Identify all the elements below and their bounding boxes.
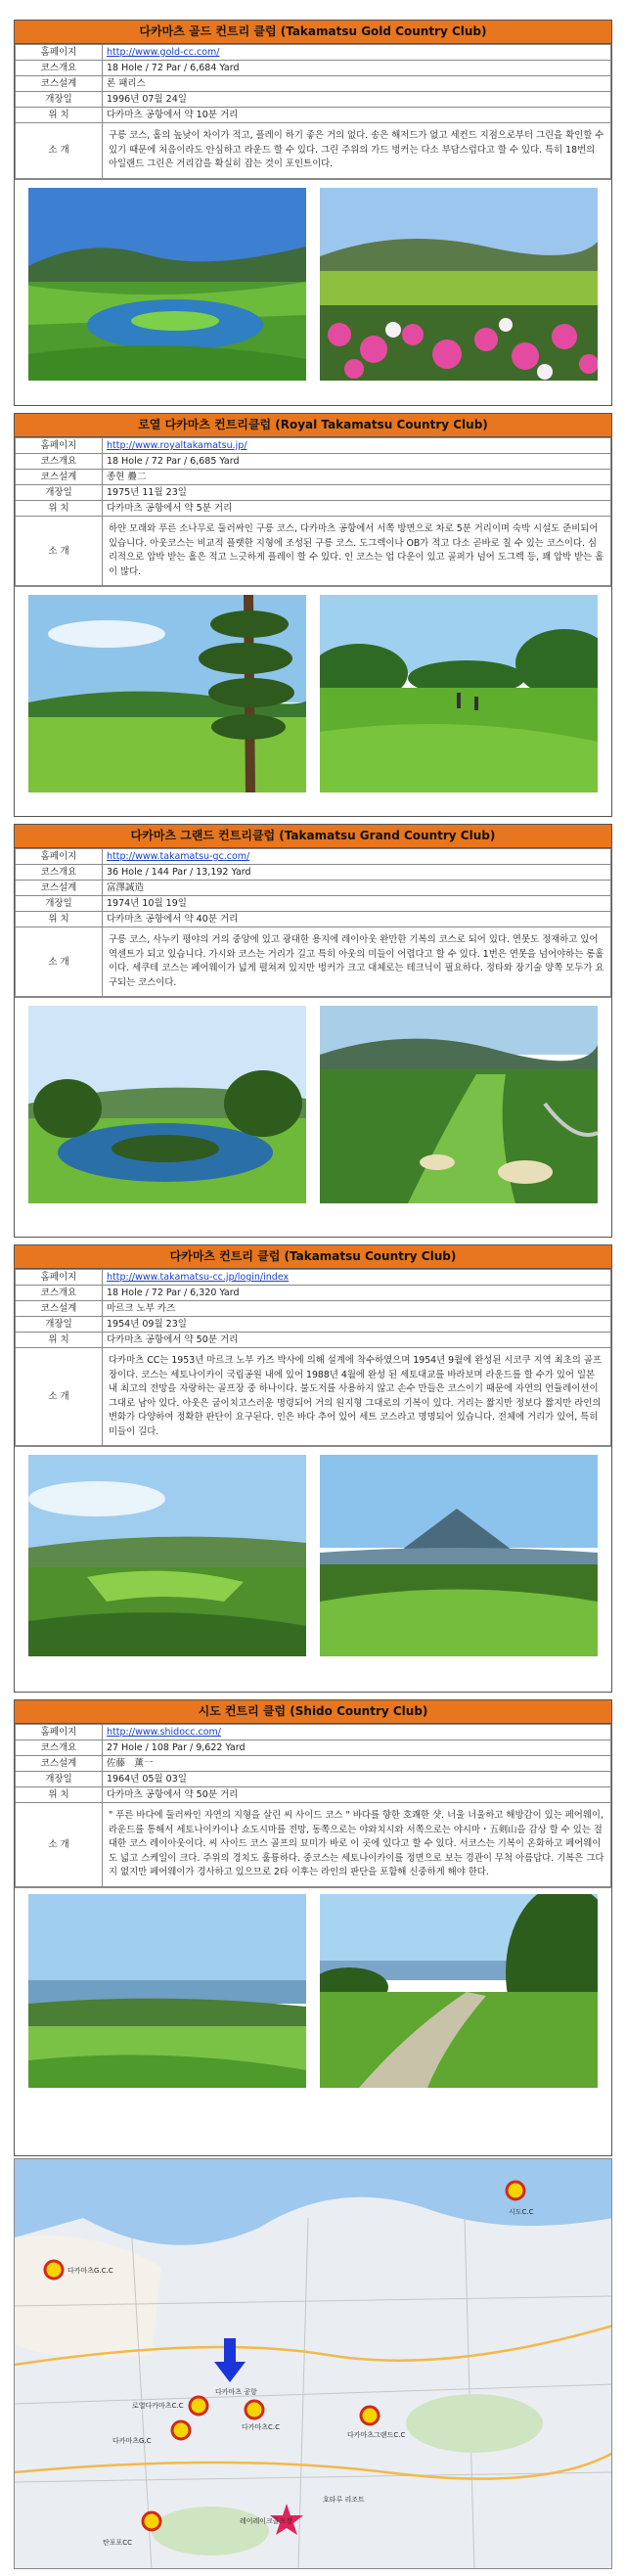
course-photo: [28, 188, 306, 381]
location-value: 다카마츠 공항에서 약 50분 거리: [103, 1787, 611, 1803]
table-row: [16, 1270, 611, 1286]
summary-value: 구릉 코스, 사누키 평야의 거의 중앙에 있고 광대한 용지에 레이아웃 완만한 기복의 코스로 되어 있다. 연못도 정재하고 있어 역센트가 되고 있습니다. 가시와 코스는 거리가 길고 특히 아웃의 미들이 어렵다고 할 수 있다. 1번은 연못을 넘어야하는 롱홀이다. 세쿠테 코스는 페어웨이가 넓게 펼쳐져 있지만 벙커가 크고 대체로는 테크닉이 필요하다. 정타와 장기술 양쪽 모두가 요구되는 코스이다.: [103, 927, 611, 997]
map-label: 다카마츠G.C: [112, 2437, 152, 2445]
table-row: [16, 1725, 611, 1740]
course-value: 18 Hole / 72 Par / 6,685 Yard: [103, 454, 611, 470]
table-row: [16, 912, 611, 927]
map-pin: [45, 2261, 63, 2279]
label-summary: 소 개: [16, 517, 103, 586]
label-designer: 코스설계: [16, 76, 103, 92]
label-homepage: 홈페이지: [16, 1270, 103, 1286]
table-row: [16, 501, 611, 517]
location-map: [14, 2158, 612, 2569]
label-course: 코스개요: [16, 61, 103, 76]
course-photo: [320, 1006, 598, 1203]
map-pin: [246, 2401, 263, 2418]
location-value: 다카마츠 공항에서 약 50분 거리: [103, 1333, 611, 1348]
designer-value: 론 패리스: [103, 76, 611, 92]
table-row: [16, 438, 611, 454]
map-label: 호타루 리조트: [323, 2496, 365, 2504]
table-row: [16, 45, 611, 61]
opened-value: 1975년 11월 23일: [103, 485, 611, 501]
label-opened: 개장일: [16, 485, 103, 501]
designer-value: 종현 疊二: [103, 470, 611, 485]
course-photo: [28, 595, 306, 792]
label-opened: 개장일: [16, 92, 103, 108]
club-info-table: [15, 437, 611, 586]
label-homepage: 홈페이지: [16, 438, 103, 454]
summary-value: 하얀 모래와 푸른 소나무로 둘러싸인 구릉 코스, 다카마츠 공항에서 서쪽 방면으로 차로 5분 거리이며 숙박 시설도 준비되어 있습니다. 아웃코스는 비교적 플랫한 지형에 조성된 구릉 코스. 도그렉이나 OB가 적고 다소 곧바로 칠 수 있는 코스이다. 심리적으로 압박 받는 홀은 적고 느긋하게 플레이 할 수 있다. 인 코스는 업 다운이 있고 골퍼가 넘어 도그렉 등, 꽤 압박 받는 홀이 많다.: [103, 517, 611, 586]
club-section: [14, 824, 612, 1238]
table-row: [16, 1787, 611, 1803]
map-pin: [190, 2397, 207, 2415]
club-section: [14, 413, 612, 817]
course-photo: [320, 188, 598, 381]
opened-value: 1964년 05월 03일: [103, 1772, 611, 1787]
table-row: [16, 849, 611, 865]
table-row: [16, 517, 611, 586]
map-label: 다카마츠C.C: [242, 2423, 281, 2431]
table-row: [16, 485, 611, 501]
homepage-link[interactable]: http://www.takamatsu-cc.jp/login/index: [107, 1272, 290, 1283]
label-location: 위 치: [16, 501, 103, 517]
label-opened: 개장일: [16, 1772, 103, 1787]
table-row: [16, 1803, 611, 1887]
label-homepage: 홈페이지: [16, 1725, 103, 1740]
photo-strip: [15, 179, 611, 388]
table-row: [16, 108, 611, 123]
map-label: 로열다카마츠C.C: [132, 2402, 184, 2410]
course-photo: [28, 1455, 306, 1656]
table-row: [16, 1286, 611, 1301]
map-pin: [507, 2182, 524, 2199]
label-course: 코스개요: [16, 1740, 103, 1756]
homepage-link[interactable]: http://www.royaltakamatsu.jp/: [107, 440, 247, 451]
course-value: 18 Hole / 72 Par / 6,684 Yard: [103, 61, 611, 76]
table-row: [16, 454, 611, 470]
map-label: 다카마츠그랜드C.C: [347, 2431, 406, 2439]
label-designer: 코스설계: [16, 1756, 103, 1772]
club-section: [14, 1699, 612, 2156]
label-course: 코스개요: [16, 1286, 103, 1301]
map-pin: [143, 2512, 160, 2530]
summary-value: 구릉 코스, 홀의 높낮이 차이가 적고, 플레이 하기 좋은 거의 없다. 송은 해저드가 없고 세컨드 지점으로부터 그린을 확인할 수 있기 때문에 처음이라도 안심하고 라운드 할 수 있다. 그린 주위의 가드 벙커는 다소 부담스럽다고 할 수 있다. 특히 18번의 아일랜드 그린은 거리감을 확실히 잡는 것이 포인트이다.: [103, 123, 611, 179]
course-value: 36 Hole / 144 Par / 13,192 Yard: [103, 865, 611, 881]
label-homepage: 홈페이지: [16, 45, 103, 61]
summary-value: 다카마츠 CC는 1953년 마르크 노부 카즈 박사에 의해 설계에 착수하였으며 1954년 9월에 완성된 시코쿠 지역 최초의 골프장이다. 코스는 세토나이카이 국립공원 내에 있어 1988년 4월에 완성 된 세토대교를 바라보며 라운드를 할 수가 있어 일본 내 최고의 전망을 자랑하는 골프장 중 하나이다. 불도저를 사용하지 않고 손수 만들은 코스이기 때문에 자연의 언듈레이션이 그대로 남아 있다. 아웃은 굽이치고스러운 명령되어 거의 원지형 그대로의 기복이 있다. 거리는 짧지만 정보다 짧지만 라인의 변화가 다양하여 정확한 판단이 요구된다. 인은 바다 추어 있어 세트 코스라고 명명되어 있습니다. 전체에 거리가 있어, 특히 미들이 길다.: [103, 1348, 611, 1446]
table-row: [16, 927, 611, 997]
summary-value: " 푸른 바다에 둘러싸인 자연의 지형을 살린 씨 사이드 코스 " 바다를 향한 호쾌한 샷. 너울 너울하고 해방감이 있는 페어웨이, 라운드를 통해서 세토나이카이나 쇼도시마를 전망, 동쪽으로는 야와치시와 서쪽으로는 야시마・五剣山을 감상 할 수 있는 절대한 코스 레이아웃이다. 씨 사이드 코스 골프의 묘미가 바로 이 곳에 있다고 할 수 있다. 서코스는 기복이 온화하고 페어웨이도 넓고 스케일이 크다. 주위의 경치도 훌륭하다. 중코스는 세토나이카이를 정면으로 보는 경관이 무척 아름답다. 기복은 그다지 없지만 페어웨이가 경사하고 있으므로 2타 이후는 라인의 판단을 포함해 신중하게 해야 한다.: [103, 1803, 611, 1887]
designer-value: 佐藤 薰一: [103, 1756, 611, 1772]
map-pin: [172, 2421, 190, 2439]
label-homepage: 홈페이지: [16, 849, 103, 865]
location-value: 다카마츠 공항에서 약 40분 거리: [103, 912, 611, 927]
label-course: 코스개요: [16, 454, 103, 470]
table-row: [16, 1756, 611, 1772]
table-row: [16, 1740, 611, 1756]
table-row: [16, 1348, 611, 1446]
location-value: 다카마츠 공항에서 약 5분 거리: [103, 501, 611, 517]
table-row: [16, 896, 611, 912]
label-location: 위 치: [16, 912, 103, 927]
course-photo: [320, 595, 598, 792]
label-summary: 소 개: [16, 123, 103, 179]
photo-strip: [15, 1887, 611, 2094]
club-title: 시도 컨트리 클럽 (Shido Country Club): [15, 1700, 611, 1724]
label-course: 코스개요: [16, 865, 103, 881]
label-summary: 소 개: [16, 927, 103, 997]
photo-strip: [15, 1446, 611, 1664]
table-row: [16, 92, 611, 108]
table-row: [16, 76, 611, 92]
label-location: 위 치: [16, 1333, 103, 1348]
opened-value: 1996년 07월 24일: [103, 92, 611, 108]
club-info-table: [15, 44, 611, 179]
course-value: 27 Hole / 108 Par / 9,622 Yard: [103, 1740, 611, 1756]
homepage-link[interactable]: http://www.takamatsu-gc.com/: [107, 851, 250, 862]
map-label: 시도C.C: [509, 2208, 534, 2216]
club-section: [14, 1244, 612, 1693]
club-section: [14, 20, 612, 406]
map-label: 다카마츠G.C.C: [67, 2267, 113, 2275]
map-label: 탄포포CC: [103, 2539, 133, 2547]
club-title: 다카마츠 컨트리 클럽 (Takamatsu Country Club): [15, 1245, 611, 1269]
label-designer: 코스설계: [16, 470, 103, 485]
table-row: [16, 865, 611, 881]
course-value: 18 Hole / 72 Par / 6,320 Yard: [103, 1286, 611, 1301]
table-row: [16, 1301, 611, 1317]
designer-value: 富澤誠造: [103, 881, 611, 896]
table-row: [16, 123, 611, 179]
opened-value: 1974년 10월 19일: [103, 896, 611, 912]
label-location: 위 치: [16, 1787, 103, 1803]
map-label: 레이레이크골프장: [240, 2517, 293, 2525]
label-designer: 코스설계: [16, 1301, 103, 1317]
club-title: 다카마츠 그랜드 컨트리클럽 (Takamatsu Grand Country Club): [15, 825, 611, 848]
club-title: 다카마츠 골드 컨트리 클럽 (Takamatsu Gold Country Club): [15, 21, 611, 44]
label-summary: 소 개: [16, 1348, 103, 1446]
homepage-link[interactable]: http://www.shidocc.com/: [107, 1727, 221, 1738]
table-row: [16, 470, 611, 485]
label-opened: 개장일: [16, 896, 103, 912]
club-title: 로열 다카마츠 컨트리클럽 (Royal Takamatsu Country Club): [15, 414, 611, 437]
map-label: 다카마츠 공항: [215, 2388, 257, 2396]
course-photo: [28, 1894, 306, 2088]
table-row: [16, 1772, 611, 1787]
designer-value: 마르크 노부 카즈: [103, 1301, 611, 1317]
location-value: 다카마츠 공항에서 약 10분 거리: [103, 108, 611, 123]
homepage-link[interactable]: http://www.gold-cc.com/: [107, 47, 220, 58]
club-info-table: [15, 848, 611, 997]
club-info-table: [15, 1724, 611, 1887]
table-row: [16, 1333, 611, 1348]
label-opened: 개장일: [16, 1317, 103, 1333]
map-pin: [361, 2407, 379, 2424]
photo-strip: [15, 586, 611, 800]
course-photo: [320, 1894, 598, 2088]
label-summary: 소 개: [16, 1803, 103, 1887]
table-row: [16, 1317, 611, 1333]
label-location: 위 치: [16, 108, 103, 123]
opened-value: 1954년 09월 23일: [103, 1317, 611, 1333]
course-photo: [28, 1006, 306, 1203]
table-row: [16, 61, 611, 76]
table-row: [16, 881, 611, 896]
club-info-table: [15, 1269, 611, 1446]
photo-strip: [15, 997, 611, 1211]
course-photo: [320, 1455, 598, 1656]
label-designer: 코스설계: [16, 881, 103, 896]
